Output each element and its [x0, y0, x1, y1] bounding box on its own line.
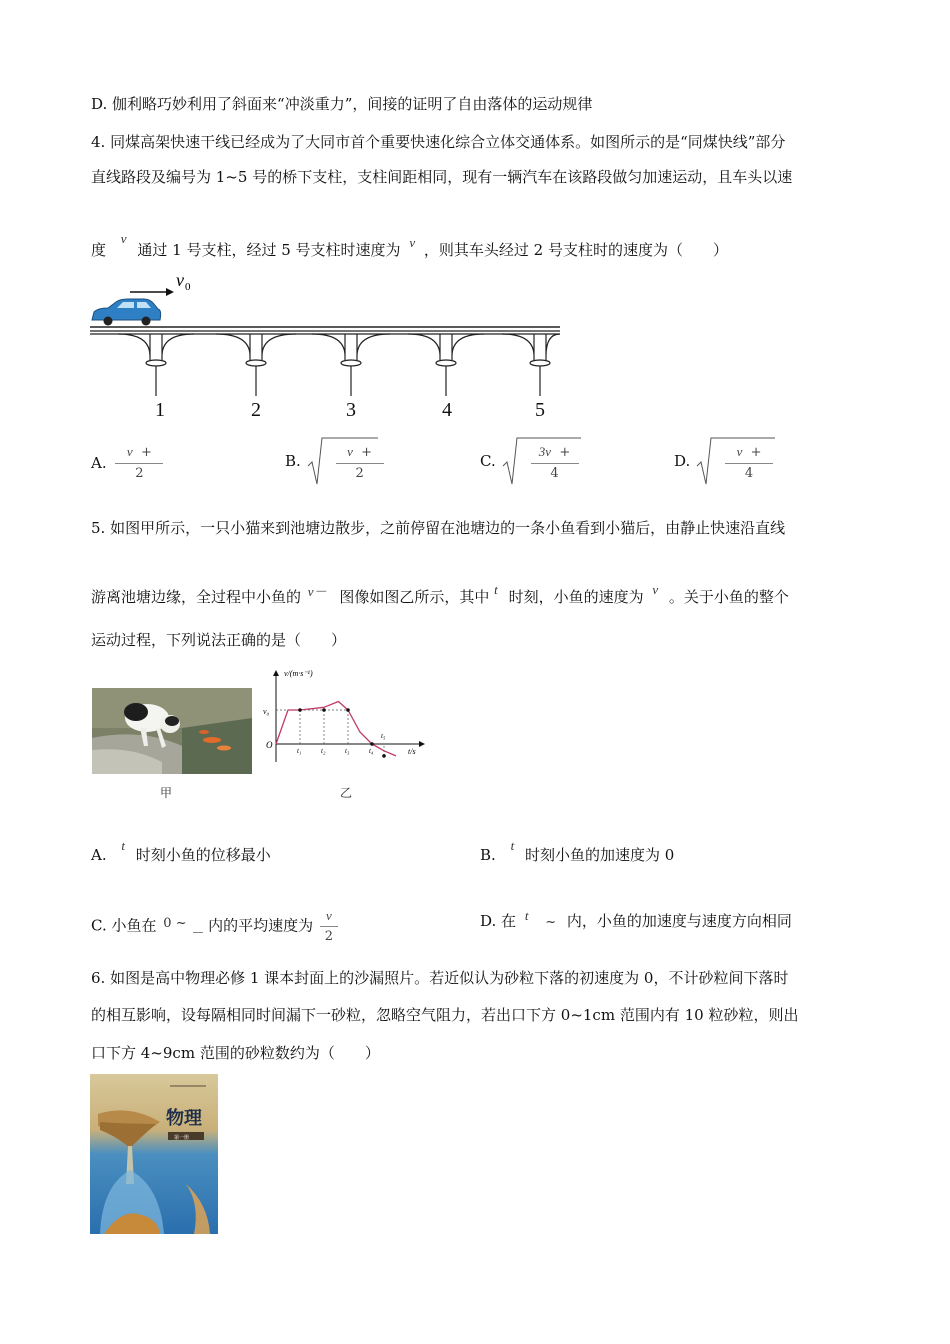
y-axis-arrow [273, 670, 279, 676]
velocity-arrow [130, 288, 174, 296]
velocity-label: v [176, 270, 184, 290]
q5-option-a-label: A. [91, 846, 107, 864]
q5-option-b-t: t [510, 838, 515, 853]
car-icon [92, 299, 161, 326]
q5-option-a-t: t [121, 838, 126, 853]
t1-point [298, 708, 302, 712]
q5-t-symbol: t [494, 582, 498, 597]
pillar-label-3: 3 [346, 399, 356, 421]
q4-line3-b: 通过 1 号支柱，经过 5 号支柱时速度为 [137, 241, 401, 259]
q5-v-symbol: v [652, 582, 659, 597]
q5-line3: 运动过程，下列说法正确的是（ ） [91, 631, 347, 649]
y-axis-label: v/(m·s⁻¹) [284, 669, 313, 678]
t3-point [346, 708, 350, 712]
q5-option-c[interactable] [91, 906, 338, 947]
q5-option-d[interactable] [480, 906, 792, 933]
t4-tick-label: t₄ [369, 747, 374, 755]
book-cover [90, 1074, 218, 1234]
q5-option-c-fraction: $\frac{v}{2}$ [320, 906, 338, 947]
q5-line1: 5. 如图甲所示，一只小猫来到池塘边散步，之前停留在池塘边的一条小鱼看到小猫后，由静止快速沿直线 [91, 519, 786, 537]
q6-line1: 6. 如图是高中物理必修 1 课本封面上的沙漏照片。若近似认为砂粒下落的初速度为 0，不计砂粒间下落时 [91, 969, 789, 987]
q4-option-d[interactable] [674, 436, 775, 486]
q5-line2-a: 游离池塘边缘，全过程中小鱼的 [91, 588, 302, 606]
q4-v-symbol: v [409, 235, 416, 250]
book-title: 物理 [166, 1108, 202, 1129]
x-axis-arrow [419, 741, 425, 747]
t5-point [382, 754, 386, 758]
q4-line2: 直线路段及编号为 1~5 号的桥下支柱，支柱间距相同，现有一辆汽车在该路段做匀加速运动，且车头以速 [91, 168, 793, 186]
q5-option-a-text: 时刻小鱼的位移最小 [135, 846, 271, 864]
q4-line1: 4. 同煤高架快速干线已经成为了大同市首个重要快速化综合立体交通体系。如图所示的是“同煤快线”部分 [91, 133, 786, 151]
q5-option-c-mid: 内的平均速度为 [208, 916, 314, 935]
q4-line3 [91, 229, 728, 260]
t2-point [322, 708, 326, 712]
q5-option-b-text: 时刻小鱼的加速度为 0 [524, 846, 675, 864]
q3-option-d: D. 伽利略巧妙利用了斜面来“冲淡重力”，间接的证明了自由落体的运动规律 [91, 95, 593, 113]
pillar-label-1: 1 [155, 399, 165, 421]
q4-v0-symbol: v [120, 231, 127, 246]
pillars [118, 334, 560, 396]
velocity-subscript: 0 [185, 281, 191, 293]
q4-option-c-sqrt: $\frac{3v +}{4}$ [501, 436, 581, 486]
bridge-figure [88, 268, 568, 423]
q6-line3: 口下方 4~9cm 范围的砂粒数约为（ ） [91, 1044, 380, 1062]
q4-line3-a: 度 [91, 241, 107, 259]
q4-option-c-label: C. [480, 452, 496, 470]
book-subtitle: 第一册 [174, 1135, 190, 1141]
q5-option-d-t: t [524, 908, 529, 923]
origin-label: O [266, 740, 273, 750]
q5-line2-c: 时刻，小鱼的速度为 [508, 588, 644, 606]
caption-yi: 乙 [340, 786, 353, 800]
q5-line2-b: 图像如图乙所示，其中 [339, 588, 490, 606]
q5-option-d-text: 内，小鱼的加速度与速度方向相同 [566, 912, 792, 930]
q4-option-b-label: B. [285, 452, 301, 470]
q5-option-c-label: C. 小鱼在 [91, 916, 157, 935]
q5-option-d-label: D. 在 [480, 912, 517, 930]
pillar-label-4: 4 [442, 399, 452, 421]
q5-option-c-range: 0 ~ [163, 915, 187, 931]
q6-line2: 的相互影响，设每隔相同时间漏下一砂粒，忽略空气阻力，若出口下方 0~1cm 范围内有 10 粒砂粒，则出 [91, 1006, 799, 1024]
t2-tick-label: t₂ [321, 747, 326, 755]
x-axis-label: t/s [408, 747, 416, 756]
pillar-label-5: 5 [535, 399, 545, 421]
v0-label: v₀ [263, 707, 270, 716]
t4-point [370, 742, 374, 746]
q5-option-d-tilde: ~ [545, 915, 557, 930]
q4-option-d-sqrt: $\frac{v +}{4}$ [695, 436, 775, 486]
q5-option-b-label: B. [480, 846, 496, 864]
caption-jia: 甲 [160, 786, 173, 800]
t1-tick-label: t₁ [297, 747, 302, 755]
q5-option-b[interactable] [480, 836, 674, 865]
q5-option-a[interactable] [91, 836, 271, 865]
q4-option-a-fraction: $\frac{v +}{2}$ [115, 442, 163, 484]
pillar-label-2: 2 [251, 399, 261, 421]
q4-option-a[interactable] [91, 442, 163, 484]
q5-line2 [91, 580, 789, 607]
q4-line3-c: ，则其车头经过 2 号支柱时的速度为（ ） [423, 241, 728, 259]
q4-option-b-sqrt: $\frac{v +}{2}$ [306, 436, 378, 486]
q5-vt-symbol: v－ [307, 584, 327, 599]
q5-line2-d: 。关于小鱼的整个 [668, 588, 789, 606]
q4-option-d-label: D. [674, 452, 691, 470]
q4-option-b[interactable] [285, 436, 378, 486]
q4-option-c[interactable] [480, 436, 581, 486]
vt-graph [262, 664, 432, 768]
t3-tick-label: t₃ [345, 747, 350, 755]
q4-option-a-label: A. [91, 454, 107, 472]
cat-photo [92, 688, 252, 774]
t5-tick-label: t₅ [381, 732, 386, 740]
